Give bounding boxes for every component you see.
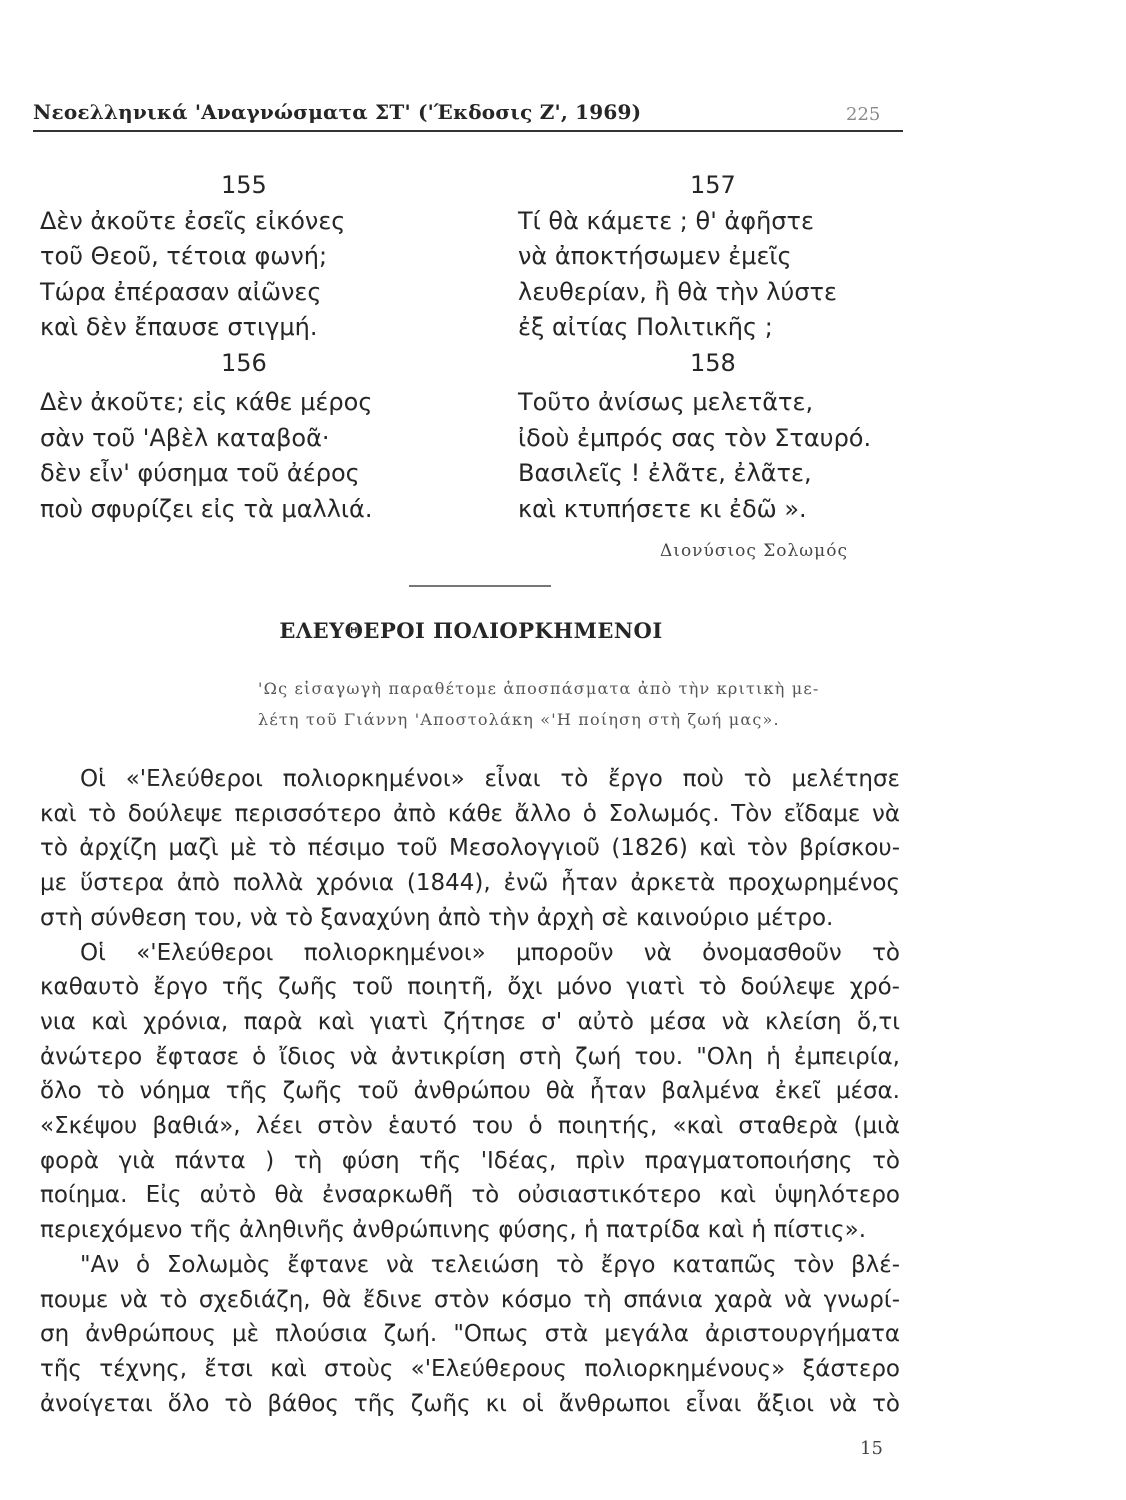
stanza-number: 157: [690, 171, 736, 199]
verse-line: καὶ δὲν ἔπαυσε στιγμή.: [40, 313, 318, 341]
verse-line: Τώρα ἐπέρασαν αἰῶνες: [40, 277, 322, 306]
verse-line: ἐξ αἰτίας Πολιτικῆς ;: [518, 313, 773, 341]
poem-column-right: [518, 168, 871, 527]
body-line: Οἱ «'Ελεύθεροι πολιορκημένοι» μποροῦν νὰ ὀνομασθοῦν τὸ: [80, 939, 900, 966]
poem-author: Διονύσιος Σολωμός: [660, 541, 848, 561]
section-separator: [409, 585, 551, 587]
body-line: στὴ σύνθεση του, νὰ τὸ ξαναχύνη ἀπὸ τὴν ἀρχὴ σὲ καινούριο μέτρο.: [40, 904, 834, 931]
body-line: Οἱ «'Ελεύθεροι πολιορκημένοι» εἶναι τὸ ἔργο ποὺ τὸ μελέτησε: [80, 766, 900, 792]
intro-line: 'Ως εἰσαγωγὴ παραθέτομε ἀποσπάσματα ἀπὸ τὴν κριτικὴ με-: [258, 679, 820, 698]
section-intro: [258, 673, 908, 735]
body-line: «Σκέψου βαθιά», λέει στὸν ἑαυτό του ὁ ποιητής, «καὶ σταθερὰ (μιὰ: [40, 1113, 900, 1140]
poem-column-left: [40, 168, 372, 527]
body-line: καὶ τὸ δούλεψε περισσότερο ἀπὸ κάθε ἄλλο ὁ Σολωμός. Τὸν εἴδαμε νὰ: [40, 800, 900, 827]
verse-line: δὲν εἶν' φύσημα τοῦ ἀέρος: [40, 459, 360, 487]
body-line: με ὕστερα ἀπὸ πολλὰ χρόνια (1844), ἐνῶ ἦταν ἀρκετὰ προχωρημένος: [40, 870, 900, 897]
stanza-number: 158: [690, 348, 736, 377]
verse-line: Τοῦτο ἀνίσως μελετᾶτε,: [518, 388, 814, 416]
body-line: "Αν ὁ Σολωμὸς ἔφτανε νὰ τελειώση τὸ ἔργο καταπῶς τὸν βλέ-: [80, 1251, 900, 1278]
verse-line: τοῦ Θεοῦ, τέτοια φωνή;: [40, 242, 328, 270]
body-line: τῆς τέχνης, ἔτσι καὶ στοὺς «'Ελεύθερους πολιορκημένους» ξάστερο: [40, 1355, 900, 1382]
page-number: 225: [846, 104, 881, 125]
body-line: ὅλο τὸ νόημα τῆς ζωῆς τοῦ ἀνθρώπου θὰ ἦταν βαλμένα ἐκεῖ μέσα.: [40, 1078, 900, 1105]
body-line: τὸ ἀρχίζη μαζὶ μὲ τὸ πέσιμο τοῦ Μεσολογγιοῦ (1826) καὶ τὸν βρίσκου-: [40, 835, 900, 862]
stanza-number: 155: [221, 171, 267, 199]
stanza-number: 156: [221, 348, 267, 377]
intro-line: λέτη τοῦ Γιάννη 'Αποστολάκη «'Η ποίηση στὴ ζωή μας».: [258, 710, 780, 729]
verse-line: σὰν τοῦ 'Αβὲλ καταβοᾶ·: [40, 423, 330, 452]
body-line: ἀνώτερο ἔφτασε ὁ ἴδιος νὰ ἀντικρίση στὴ ζωή του. "Ολη ἡ ἐμπειρία,: [40, 1043, 900, 1070]
verse-line: νὰ ἀποκτήσωμεν ἐμεῖς: [518, 242, 792, 270]
verse-line: ποὺ σφυρίζει εἰς τὰ μαλλιά.: [40, 494, 373, 523]
verse-line: Βασιλεῖς ! ἐλᾶτε, ἐλᾶτε,: [518, 459, 812, 487]
verse-line: καὶ κτυπήσετε κι ἐδῶ ».: [518, 494, 807, 523]
verse-line: Δὲν ἀκοῦτε ἐσεῖς εἰκόνες: [40, 206, 346, 235]
body-line: πουμε νὰ τὸ σχεδιάζη, θὰ ἔδινε στὸν κόσμο τὴ σπάνια χαρὰ νὰ γνωρί-: [40, 1286, 900, 1313]
verse-line: ἰδοὺ ἐμπρός σας τὸν Σταυρό.: [518, 423, 872, 452]
body-line: φορὰ γιὰ πάντα ) τὴ φύση τῆς 'Ιδέας, πρὶν πραγματοποιήσης τὸ: [40, 1147, 900, 1174]
body-line: καθαυτὸ ἔργο τῆς ζωῆς τοῦ ποιητῆ, ὄχι μόνο γιατὶ τὸ δούλεψε χρό-: [40, 974, 900, 1001]
verse-line: Δὲν ἀκοῦτε; εἰς κάθε μέρος: [40, 388, 373, 416]
body-line: ση ἀνθρώπους μὲ πλούσια ζωή. "Οπως στὰ μεγάλα ἀριστουργήματα: [40, 1321, 900, 1348]
signature-number: 15: [860, 1438, 883, 1459]
body-line: νια καὶ χρόνια, παρὰ καὶ γιατὶ ζήτησε σ' αὐτὸ μέσα νὰ κλείση ὅ,τι: [40, 1008, 900, 1035]
header-rule: [33, 130, 903, 132]
verse-line: Τί θὰ κάμετε ; θ' ἀφῆστε: [518, 206, 814, 235]
running-header-title: Νεοελληνικά 'Αναγνώσματα ΣΤ' ('Έκδοσις Ζ', 1969): [33, 100, 642, 124]
body-line: περιεχόμενο τῆς ἀληθινῆς ἀνθρώπινης φύσης, ἡ πατρίδα καὶ ἡ πίστις».: [40, 1217, 867, 1244]
body-line: ποίημα. Εἰς αὐτὸ θὰ ἐνσαρκωθῆ τὸ οὐσιαστικότερο καὶ ὑψηλότερο: [40, 1182, 900, 1209]
section-title: ΕΛΕΥΘΕΡΟΙ ΠΟΛΙΟΡΚΗΜΕΝΟΙ: [279, 618, 663, 643]
body-line: ἀνοίγεται ὅλο τὸ βάθος τῆς ζωῆς κι οἱ ἄνθρωποι εἶναι ἄξιοι νὰ τὸ: [40, 1390, 900, 1417]
body-text: [40, 762, 900, 1421]
verse-line: λευθερίαν, ἢ θὰ τὴν λύστε: [518, 277, 837, 306]
